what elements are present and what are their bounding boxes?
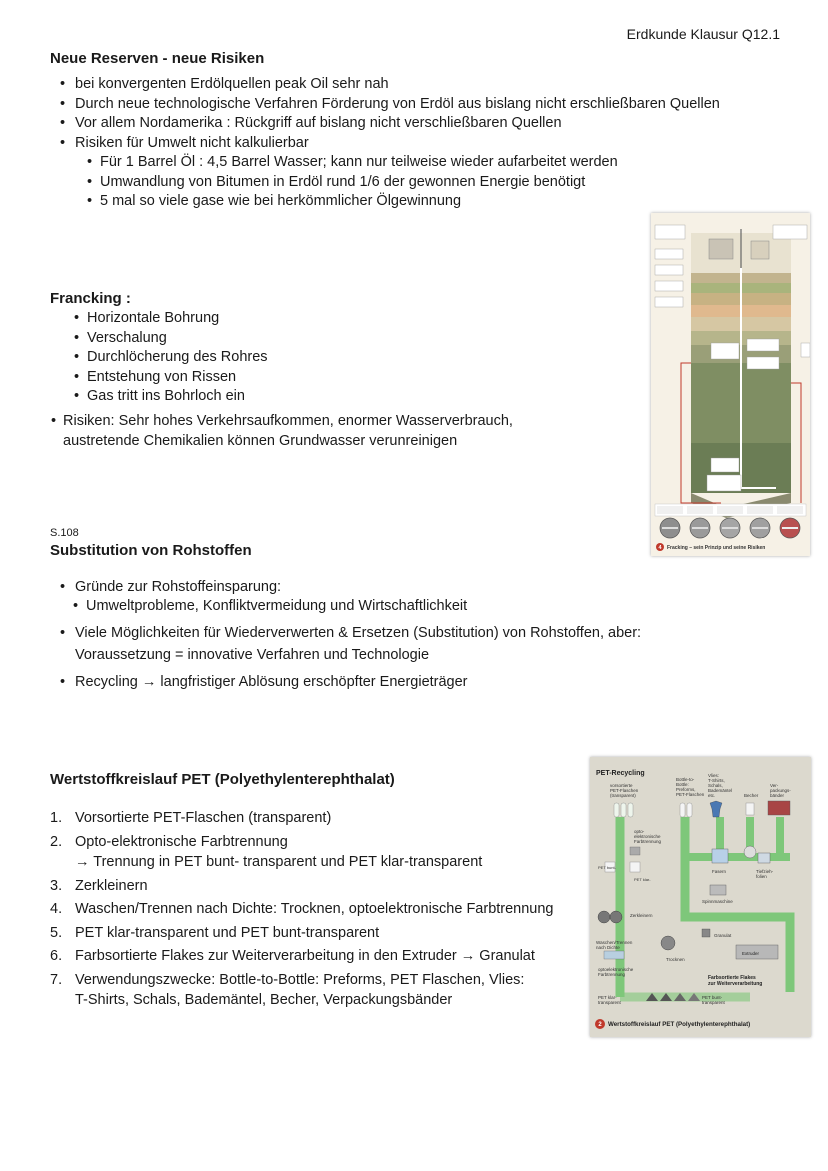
section-title-neue-reserven: Neue Reserven - neue Risiken <box>50 50 265 67</box>
list-number: 2. <box>50 833 63 850</box>
pet-figure-number: 2 <box>598 1022 602 1028</box>
pet-label: PET klar- <box>634 877 651 882</box>
risk-line-2: austretende Chemikalien können Grundwasser verunreinigen <box>63 432 458 449</box>
pet-label: Bottle: <box>676 782 689 787</box>
list-item <box>50 899 554 919</box>
fracking-risks <box>50 412 513 451</box>
pet-steps-list <box>50 808 554 1014</box>
fracking-figure-caption: Fracking – sein Prinzip und seine Risiken <box>667 545 766 551</box>
pet-label: bänder <box>770 793 785 798</box>
list-item: • Gas tritt ins Bohrloch ein <box>50 387 268 407</box>
list-item: • Gründe zur Rohstoffeinsparung: <box>50 578 281 598</box>
pet-label: Farbtrennung <box>598 972 626 977</box>
pet-label: PET-Flaschen <box>610 788 639 793</box>
pet-label: Waschen/Trennen <box>596 940 633 945</box>
pet-label: optoelektronische <box>598 967 634 972</box>
fracking-illustration <box>651 213 810 556</box>
list-text: Opto-elektronische Farbtrennung <box>75 833 288 850</box>
pet-label: elektronische <box>634 834 661 839</box>
list-number: 7. <box>50 971 63 988</box>
pet-label: etc. <box>708 793 716 798</box>
reserven-bullet-list <box>50 75 720 153</box>
pet-label: opto- <box>634 829 645 834</box>
section-title-substitution: Substitution von Rohstoffen <box>50 542 252 559</box>
list-item: • 5 mal so viele gase wie bei herkömmlicher Ölgewinnung <box>78 192 618 212</box>
pet-recycling-illustration <box>590 757 811 1037</box>
pet-label: Bademäntel <box>708 788 733 793</box>
pet-label: packungs- <box>770 788 791 793</box>
pet-label: Bottle-to- <box>676 777 695 782</box>
pet-label: nach Dichte <box>596 945 620 950</box>
list-text: Zerkleinern <box>75 877 148 894</box>
list-item: • Recycling → langfristiger Ablösung erschöpfter Energieträger <box>50 673 468 693</box>
pet-label: PET klar- <box>598 995 617 1000</box>
list-item: • Horizontale Bohrung <box>50 309 268 329</box>
list-item: • Entstehung von Rissen <box>50 368 268 388</box>
substitution-bullet-3 <box>50 673 468 693</box>
substitution-sub-list <box>64 597 467 617</box>
pet-label: Vlies: <box>708 773 720 778</box>
pet-label: Tiefzieh- <box>756 869 774 874</box>
pet-label: Schals, <box>708 783 723 788</box>
list-text-continuation: → Trennung in PET bunt- transparent und PET klar-transparent <box>75 853 483 870</box>
section-title-fracking: Francking : <box>50 290 131 307</box>
bullet2-line-1: • Viele Möglichkeiten für Wiederverwerten & Ersetzen (Substitution) von Rohstoffen, aber: <box>75 625 642 641</box>
pet-label: (transparent) <box>610 793 636 798</box>
pet-label: Spinnmaschine <box>702 899 733 904</box>
pet-label: Ver- <box>770 783 779 788</box>
list-item <box>50 923 554 943</box>
section-title-pet: Wertstoffkreislauf PET (Polyethylenterephthalat) <box>50 771 395 788</box>
fracking-diagram <box>651 213 810 556</box>
list-number: 6. <box>50 948 63 965</box>
list-item: • Durchlöcherung des Rohres <box>50 348 268 368</box>
list-number: 4. <box>50 901 63 918</box>
list-item: • bei konvergenten Erdölquellen peak Oil sehr nah <box>50 75 720 95</box>
pet-label: Extruder <box>742 951 760 956</box>
substitution-bullet-2 <box>50 622 641 666</box>
pet-label: transparent <box>598 1000 621 1005</box>
pet-recycling-diagram <box>590 757 811 1037</box>
list-item: • Durch neue technologische Verfahren Förderung von Erdöl aus bislang nicht erschließbaren Quellen <box>50 95 720 115</box>
pet-label: Farbtrennung <box>634 839 662 844</box>
risiken-sub-list <box>78 153 618 212</box>
pet-label: Preforms, <box>676 787 696 792</box>
list-item <box>50 970 554 1010</box>
risk-line-1: • Risiken: Sehr hohes Verkehrsaufkommen, enormer Wasserverbrauch, <box>63 413 513 429</box>
list-number: 1. <box>50 810 63 826</box>
pet-label: transparent <box>702 1000 725 1005</box>
list-text: Verwendungszwecke: Bottle-to-Bottle: Preforms, PET Flaschen, Vlies: <box>75 971 525 988</box>
list-item: • Vor allem Nordamerika : Rückgriff auf bislang nicht verschließbaren Quellen <box>50 114 720 134</box>
pet-label: Granulat <box>714 933 732 938</box>
list-item: • Umweltprobleme, Konfliktvermeidung und Wirtschaftlichkeit <box>64 597 467 617</box>
pet-label: T-Shirts, <box>708 778 725 783</box>
pet-label: folien <box>756 874 767 879</box>
pet-label: Trocknen <box>666 957 685 962</box>
list-item <box>50 876 554 896</box>
list-item: • Umwandlung von Bitumen in Erdöl rund 1/6 der gewonnen Energie benötigt <box>78 173 618 193</box>
pet-label: vorsortierte <box>610 783 633 788</box>
list-item <box>50 622 641 666</box>
pet-label: PET bunt- <box>598 865 616 870</box>
list-text: Farbsortierte Flakes zur Weiterverarbeitung in den Extruder → Granulat <box>75 948 535 965</box>
pet-label: zur Weiterverarbeitung <box>708 981 763 987</box>
fracking-figure-number: 4 <box>658 545 662 551</box>
header-note: Erdkunde Klausur Q12.1 <box>626 26 780 42</box>
pet-label: Farbsortierte Flakes <box>708 975 756 981</box>
list-text: Vorsortierte PET-Flaschen (transparent) <box>75 810 332 826</box>
fracking-steps-list <box>50 309 268 407</box>
list-number: 3. <box>50 877 63 894</box>
bullet2-line-2: Voraussetzung = innovative Verfahren und Technologie <box>75 647 430 663</box>
pet-label: Becher <box>744 793 759 798</box>
list-text: PET klar-transparent und PET bunt-transparent <box>75 924 380 941</box>
list-item <box>50 946 554 966</box>
pet-title: PET-Recycling <box>596 770 645 777</box>
pet-label: Zerkleinern <box>630 913 653 918</box>
pet-label: PET-Flaschen <box>676 792 705 797</box>
list-item: • Risiken für Umwelt nicht kalkulierbar <box>50 134 720 154</box>
list-item: • Verschalung <box>50 329 268 349</box>
list-item <box>50 412 513 451</box>
list-item: • Für 1 Barrel Öl : 4,5 Barrel Wasser; kann nur teilweise wieder aufarbeitet werden <box>78 153 618 173</box>
list-number: 5. <box>50 924 63 941</box>
list-text: Waschen/Trennen nach Dichte: Trocknen, optoelektronische Farbtrennung <box>75 901 554 918</box>
pet-label: PET bunt- <box>702 995 723 1000</box>
pet-figure-caption: Wertstoffkreislauf PET (Polyethylenterephthalat) <box>608 1021 751 1028</box>
page-reference: S.108 <box>50 527 79 539</box>
list-item <box>50 808 554 828</box>
substitution-bullet-1 <box>50 578 281 598</box>
list-text-continuation: T-Shirts, Schals, Bademäntel, Becher, Verpackungsbänder <box>75 991 453 1008</box>
pet-label: Fasern <box>712 869 727 874</box>
list-item <box>50 832 554 872</box>
